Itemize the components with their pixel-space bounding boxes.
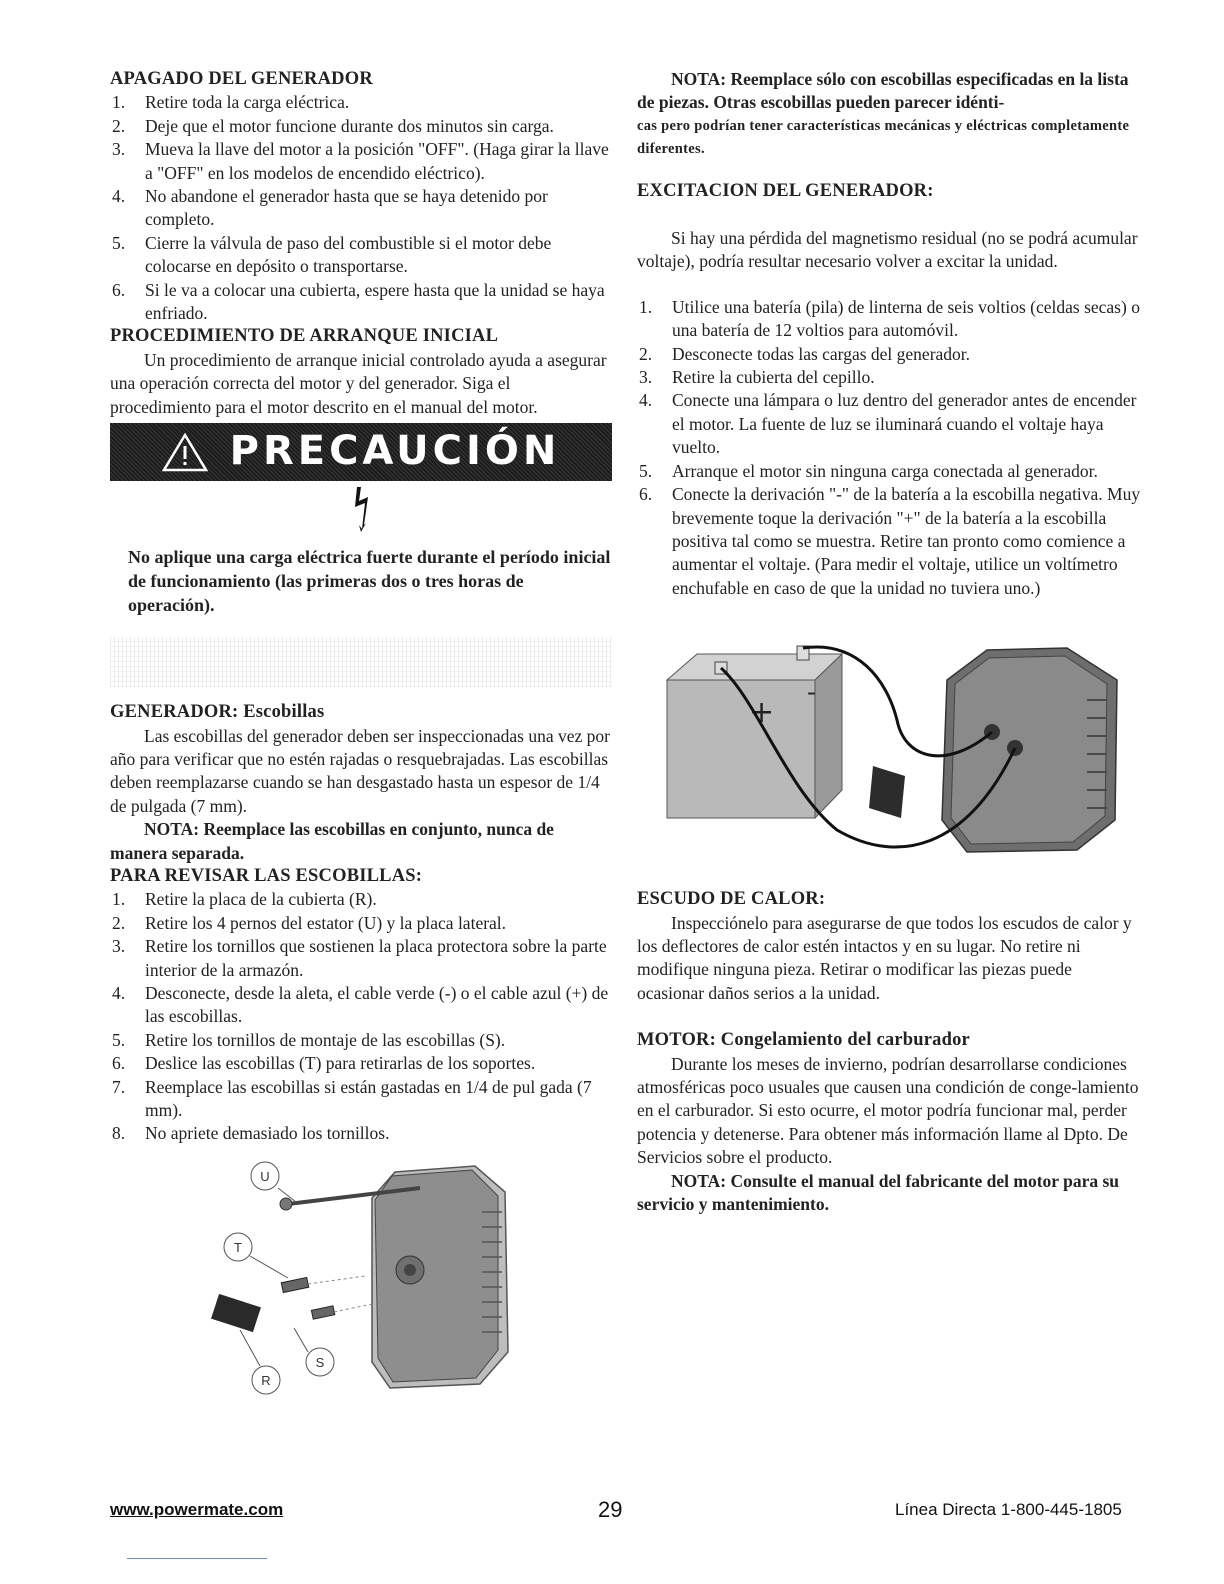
calor-body: Inspecciónelo para asegurarse de que todos los escudos de calor y los deflectores de calor estén intactos y en su lugar. No retire ni modifique ninguna pieza. Retirar o modificar las piezas puede ocasionar daños serios a la unidad. [637,912,1132,1003]
website-link[interactable]: www.powermate.com [110,1500,284,1519]
arranque-body: Un procedimiento de arranque inicial controlado ayuda a asegurar una operación correcta del motor y del generador. Siga el procedimiento para el motor descrito en el manual del motor. [110,349,607,417]
section-title-escobillas: GENERADOR: Escobillas [110,702,325,723]
svg-text:U: U [260,1168,270,1184]
section-title-calor: ESCUDO DE CALOR: [637,889,826,910]
excitacion-list [637,296,1142,600]
footer-divider [127,1558,267,1559]
section-title-apagado: APAGADO DEL GENERADOR [110,69,373,89]
list-item: 8. No apriete demasiado los tornillos. [112,1123,390,1144]
list-item: 2. Deje que el motor funcione durante dos minutos sin carga. [112,115,554,136]
list-item: 4. No abandone el generador hasta que se haya detenido por completo. [112,186,548,230]
nota-top: NOTA: Reemplace sólo con escobillas especificadas en la lista de piezas. Otras escobillas pueden parecer idénti- [637,69,1129,113]
minus-sign: - [807,678,816,707]
list-item: 4. Desconecte, desde la aleta, el cable verde (-) o el cable azul (+) de las escobillas. [112,982,609,1027]
svg-text:S: S [315,1354,325,1370]
motor-body: Durante los meses de invierno, podrían desarrollarse condiciones atmosféricas poco usuales que causen una condición de conge-lamiento en el carburador. Si esto ocurre, el motor podría funcionar mal, perder potencia y detenerse. Para obtener más información llame al Dpto. De Servicios sobre el producto. [637,1053,1139,1168]
list-item: 5. Arranque el motor sin ninguna carga conectada al generador. [639,460,1098,481]
escobillas-note: NOTA: Reemplace las escobillas en conjunto, nunca de manera separada. [110,819,554,863]
caution-word: PRECAUCIÓN [229,428,561,475]
motor-note: NOTA: Consulte el manual del fabricante del motor para su servicio y mantenimiento. [637,1170,1120,1214]
faded-strip [110,637,612,687]
list-item: 3. Retire la cubierta del cepillo. [639,367,875,388]
list-item: 4. Conecte una lámpara o luz dentro del generador antes de encender el motor. La fuente de luz se iluminará cuando el voltaje haya vuelto. [639,390,1137,458]
escobillas-body: Las escobillas del generador deben ser inspeccionadas una vez por año para verificar que no estén rajadas o resquebrajadas. Las escobillas deben reemplazarse cuando se han desgastado hasta un espesor de 1/4 de pulgada (7 mm). [110,725,610,816]
list-item: 3. Retire los tornillos que sostienen la placa protectora sobre la parte interior de la armazón. [112,936,607,980]
page-number: 29 [598,1497,623,1522]
apagado-list [110,91,612,325]
list-item: 6. Conecte la derivación "-" de la batería a la escobilla negativa. Muy brevemente toque la derivación "+" de la batería a la escobilla positiva tal como se muestra. Retire tan pronto como comience a aumentar el voltaje. (Para medir el voltaje, utilice un voltímetro enchufable en caso de que la unidad no tuviera uno.) [639,484,1141,598]
list-item: 1. Retire la placa de la cubierta (R). [112,889,377,910]
hotline: Línea Directa 1-800-445-1805 [895,1500,1122,1519]
svg-text:T: T [234,1239,242,1255]
list-item: 7. Reemplace las escobillas si están gastadas en 1/4 de pul gada (7 mm). [112,1076,592,1120]
excitacion-body: Si hay una pérdida del magnetismo residual (no se podrá acumular voltaje), podría resultar necesario volver a excitar la unidad. [637,228,1138,272]
caution-text: No aplique una carga eléctrica fuerte durante el período inicial de funcionamiento (las primeras dos o tres horas de operación). [128,547,611,616]
list-item: 6. Deslice las escobillas (T) para retirarlas de los soportes. [112,1053,536,1074]
revisar-list [110,888,612,1145]
list-item: 3. Mueva la llave del motor a la posición "OFF". (Haga girar la llave a "OFF" en los modelos de encendido eléctrico). [112,139,609,183]
right-column [637,68,1142,1216]
list-item: 5. Retire los tornillos de montaje de las escobillas (S). [112,1029,506,1050]
lightning-bolt-icon [348,485,374,535]
list-item: 2. Retire los 4 pernos del estator (U) y la placa lateral. [112,912,507,933]
section-title-motor: MOTOR: Congelamiento del carburador [637,1030,970,1051]
svg-text:R: R [261,1372,271,1388]
left-column [110,68,612,1402]
list-item: 1. Retire toda la carga eléctrica. [112,92,350,113]
nota-top-small: cas pero podrían tener características mecánicas y eléctricas completamente diferentes. [637,117,1130,158]
battery-connection-figure [637,640,1142,870]
section-title-revisar: PARA REVISAR LAS ESCOBILLAS: [110,865,423,886]
list-item: 2. Desconecte todas las cargas del generador. [639,343,971,364]
caution-banner [110,423,612,481]
warning-triangle-icon [162,432,208,472]
section-title-excitacion: EXCITACION DEL GENERADOR: [637,180,934,201]
list-item: 1. Utilice una batería (pila) de linterna de seis voltios (celdas secas) o una batería de 12 voltios para automóvil. [639,296,1140,341]
list-item: 6. Si le va a colocar una cubierta, espere hasta que la unidad se haya enfriado. [112,279,605,324]
plus-sign: + [749,695,775,731]
list-item: 5. Cierre la válvula de paso del combustible si el motor debe colocarse en depósito o transportarse. [112,232,552,277]
brush-assembly-figure [110,1152,612,1402]
section-title-arranque: PROCEDIMIENTO DE ARRANQUE INICIAL [110,326,499,347]
